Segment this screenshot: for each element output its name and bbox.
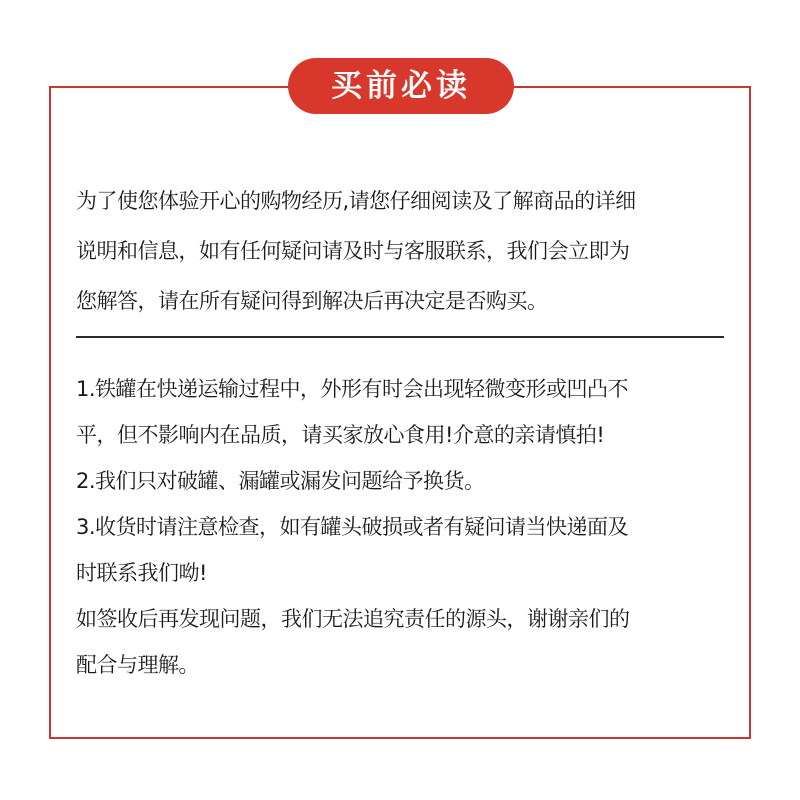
note-line: 时联系我们呦! (76, 561, 207, 585)
note-line: 2.我们只对破罐、漏罐或漏发问题给予换货。 (76, 469, 485, 493)
notes-list (76, 366, 736, 688)
note-line: 1.铁罐在快递运输过程中，外形有时会出现轻微变形或凹凸不 (76, 377, 629, 401)
intro-line: 说明和信息，如有任何疑问请及时与客服联系，我们会立即为 (76, 239, 630, 263)
intro-line: 为了使您体验开心的购物经历,请您仔细阅读及了解商品的详细 (76, 189, 636, 213)
section-divider (76, 336, 724, 338)
note-line: 配合与理解。 (76, 653, 199, 677)
title-badge: 买前必读 (288, 58, 514, 114)
note-line: 平，但不影响内在品质，请买家放心食用!介意的亲请慎拍! (76, 423, 605, 447)
intro-paragraph (76, 176, 732, 326)
intro-line: 您解答，请在所有疑问得到解决后再决定是否购买。 (76, 289, 548, 313)
note-line: 3.收货时请注意检查，如有罐头破损或者有疑问请当快递面及 (76, 515, 629, 539)
note-line: 如签收后再发现问题，我们无法追究责任的源头，谢谢亲们的 (76, 607, 630, 631)
